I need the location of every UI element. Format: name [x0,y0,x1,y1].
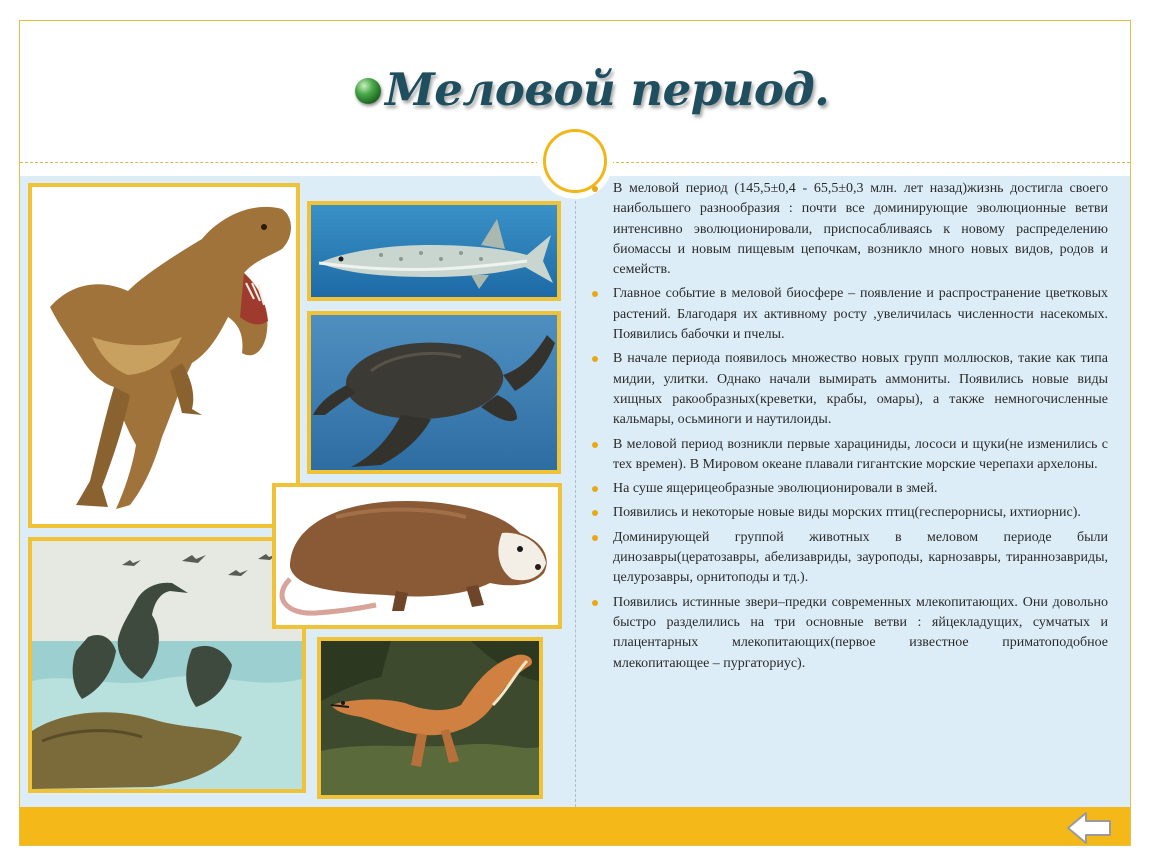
fact-text: Главное событие в меловой биосфере – появление и распространение цветковых растений. Благодаря их активному росту ,увеличилась численности насекомых. Появились бабочки и пчелы. [613,286,1108,343]
fact-item [592,528,1108,589]
marine-birds-photo [28,537,306,793]
bullet-icon [592,510,598,516]
bullet-icon [592,442,598,448]
back-arrow-icon [1064,810,1114,846]
fact-text: В меловой период возникли первые харациниды, лососи и щуки(не изменились с тех времен). В Мировом океане плавали гигантские морские черепахи архелоны. [613,436,1108,472]
footer-bar [20,807,1130,845]
fact-text: Появились и некоторые новые виды морских птиц(гесперорнисы, ихтиорнис). [613,505,1081,521]
fact-text: На суше ящерицеобразные эволюционировали в змей. [613,481,938,497]
bullet-icon [592,186,598,192]
green-sphere-icon [355,78,381,104]
fact-item [592,349,1108,430]
fact-text: Появились истинные звери–предки современных млекопитающих. Они довольно быстро разделились на три основные ветви : яйцекладущих, сумчатых и плацентарных млекопитающих(первое известное приматоподобное млекопитающее – пургаториус). [613,594,1108,671]
slide-title: Меловой период. [385,63,830,116]
fact-text: Доминирующей группой животных в меловом периоде были динозавры(цератозавры, абелизавриды, зауроподы, карнозавры, тираннозавриды, целурозавры, орнитоподы и тд.). [613,529,1108,586]
fact-text: В меловой период (145,5±0,4 - 65,5±0,3 млн. лет назад)жизнь достигла своего наибольшего разнообразия : почти все доминирующие эволюционные ветви интенсивно эволюционировали, приспосабливаясь к новому распределению биомассы и новым пищевым цепочкам, возникло много новых видов, родов и семейств. [613,181,1108,278]
bullet-icon [592,486,598,492]
fact-item [592,503,1108,523]
slide [19,20,1131,846]
fact-text: В начале периода появилось множество новых групп моллюсков, такие как типа мидии, улитки. Однако начали вымирать аммониты. Появились новые виды хищных ракообразных(креветки, крабы, омары), а также немногочисленные кальмары, осьминоги и наутилоиды. [613,351,1108,428]
bullet-icon [592,600,598,606]
dinosaur-photo [28,183,300,528]
bullet-icon [592,356,598,362]
bullet-icon [592,291,598,297]
small-dinosaur-photo [317,637,543,799]
fact-item [592,284,1108,345]
bullet-icon [592,535,598,541]
back-button[interactable] [1064,810,1114,846]
facts-list [592,179,1108,805]
column-divider [575,176,576,807]
pike-photo [307,201,561,301]
fact-item [592,593,1108,674]
fact-item [592,435,1108,476]
early-mammal-photo [272,483,562,629]
fact-item [592,479,1108,499]
fact-item [592,179,1108,280]
sea-turtle-photo [307,311,561,474]
